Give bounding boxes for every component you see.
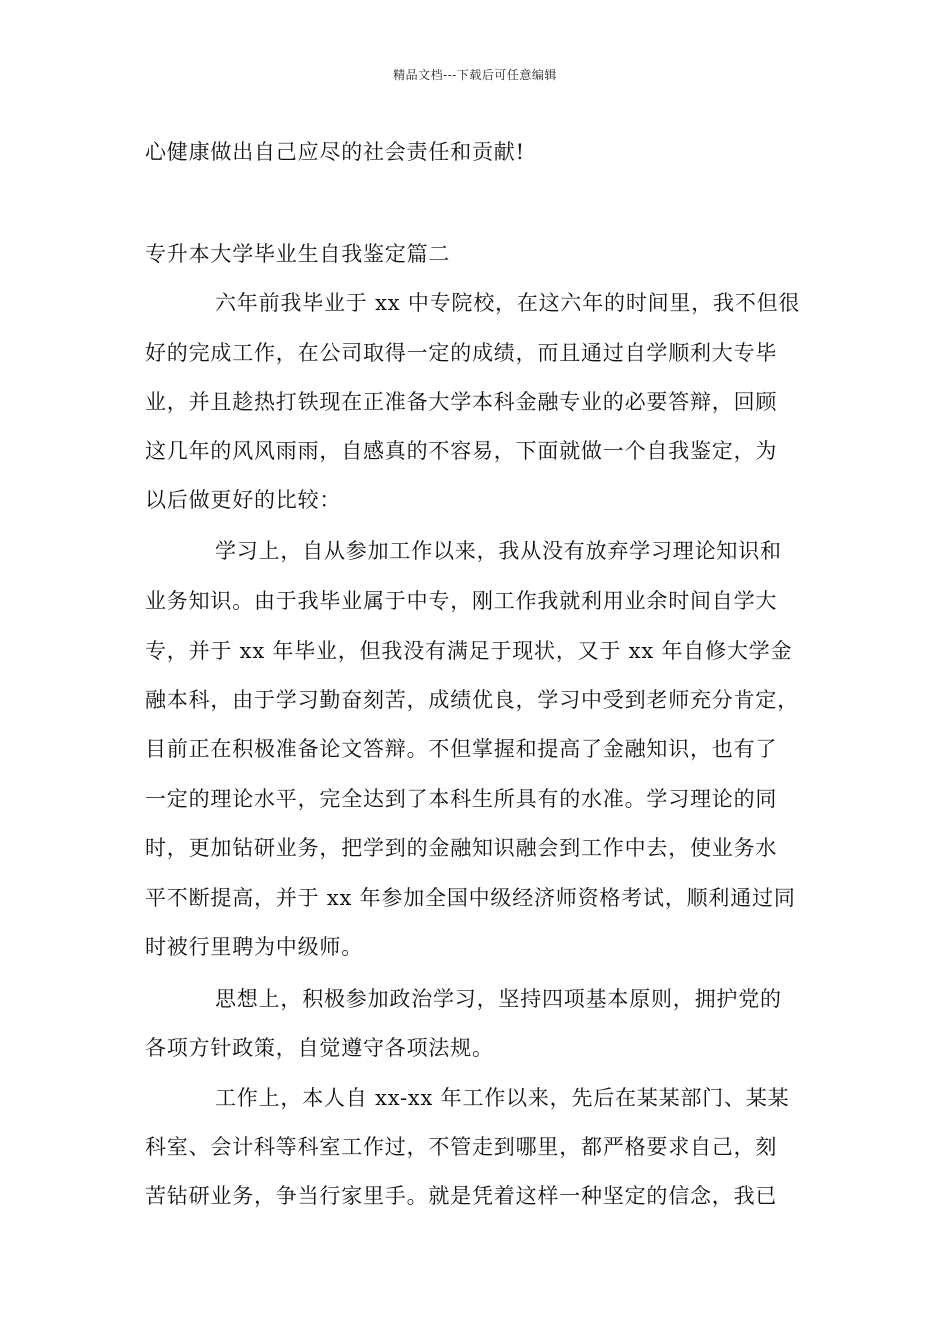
paragraph-line: 好的完成工作，在公司取得一定的成绩，而且通过自学顺利大专毕 xyxy=(145,341,778,365)
paragraph-line: 时被行里聘为中级师。 xyxy=(145,935,363,959)
paragraph-line: 以后做更好的比较： xyxy=(145,488,342,512)
paragraph-line: 时，更加钻研业务，把学到的金融知识融会到工作中去，使业务水 xyxy=(145,836,778,860)
paragraph-line: 心健康做出自己应尽的社会责任和贡献! xyxy=(145,140,525,164)
paragraph-line: 苦钻研业务，争当行家里手。就是凭着这样一种坚定的信念，我已 xyxy=(145,1184,778,1208)
paragraph-line: 平不断提高，并于 xx 年参加全国中级经济师资格考试，顺利通过同 xyxy=(145,886,796,910)
paragraph-line: 专，并于 xx 年毕业，但我没有满足于现状，又于 xx 年自修大学金 xyxy=(145,639,793,663)
paragraph-line: 思想上，积极参加政治学习，坚持四项基本原则，拥护党的 xyxy=(215,987,782,1011)
section-title: 专升本大学毕业生自我鉴定篇二 xyxy=(145,242,451,266)
paragraph-line: 六年前我毕业于 xx 中专院校，在这六年的时间里，我不但很 xyxy=(215,291,801,315)
paragraph-line: 一定的理论水平，完全达到了本科生所具有的水准。学习理论的同 xyxy=(145,787,778,811)
paragraph-line: 目前正在积极准备论文答辩。不但掌握和提高了金融知识，也有了 xyxy=(145,737,778,761)
paragraph-line: 科室、会计科等科室工作过，不管走到哪里，都严格要求自己，刻 xyxy=(145,1135,778,1159)
paragraph-line: 业务知识。由于我毕业属于中专，刚工作我就利用业余时间自学大 xyxy=(145,589,778,613)
paragraph-line: 业，并且趁热打铁现在正准备大学本科金融专业的必要答辩，回顾 xyxy=(145,390,778,414)
paragraph-line: 工作上，本人自 xx-xx 年工作以来，先后在某某部门、某某 xyxy=(215,1086,790,1110)
page-header: 精品文档---下载后可任意编辑 xyxy=(393,68,557,82)
paragraph-line: 学习上，自从参加工作以来，我从没有放弃学习理论知识和 xyxy=(215,539,782,563)
paragraph-line: 各项方针政策，自觉遵守各项法规。 xyxy=(145,1036,494,1060)
paragraph-line: 融本科，由于学习勤奋刻苦，成绩优良，学习中受到老师充分肯定， xyxy=(145,688,799,712)
paragraph-line: 这几年的风风雨雨，自感真的不容易，下面就做一个自我鉴定，为 xyxy=(145,439,778,463)
